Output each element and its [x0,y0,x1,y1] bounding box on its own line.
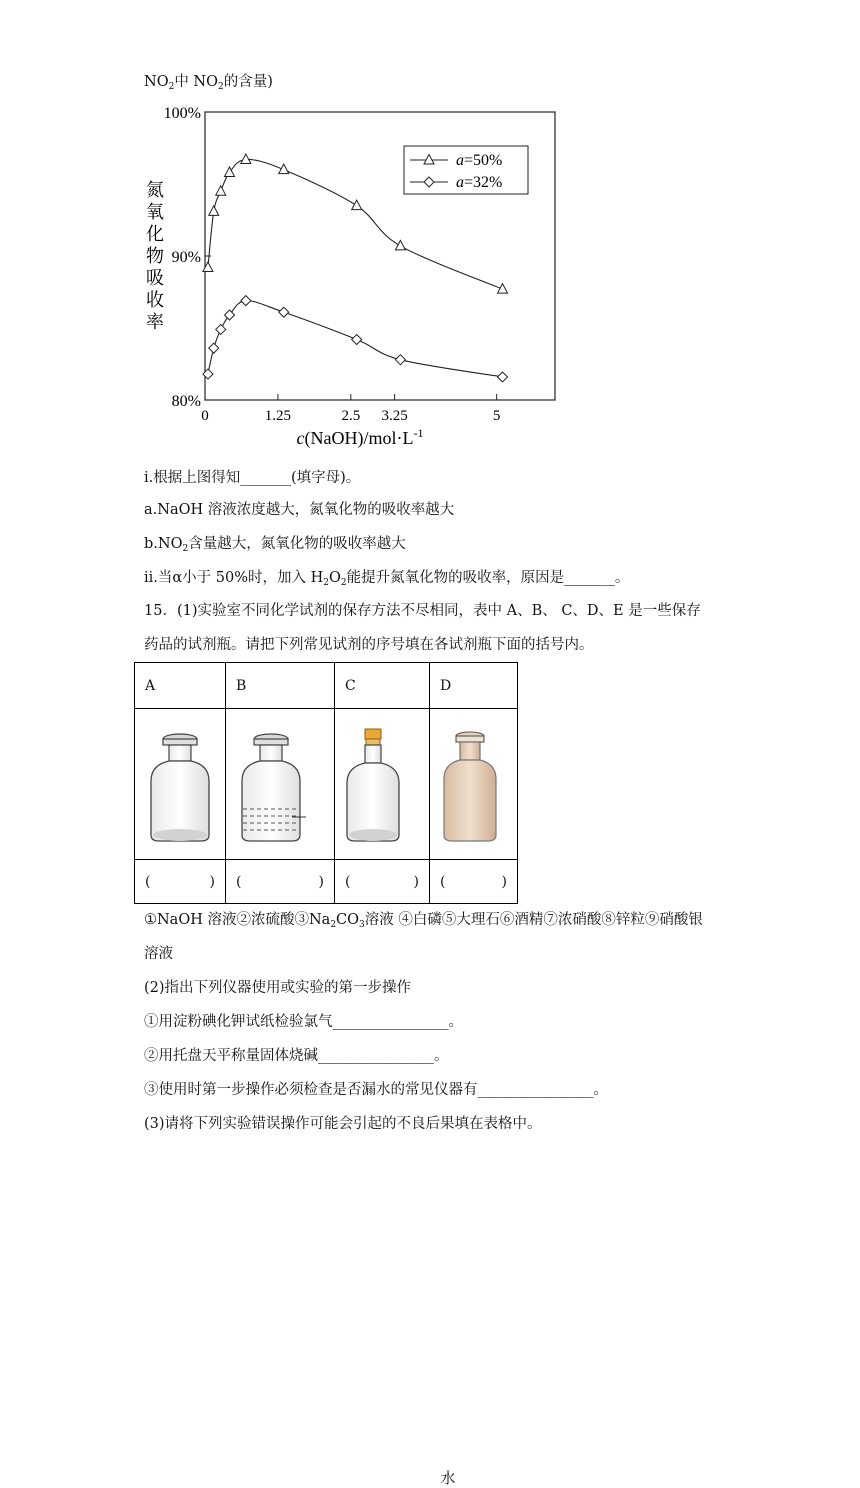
series-2-point [352,335,362,345]
y-axis-label-char: 率 [146,312,164,333]
question-2-3: ③使用时第一步操作必须检查是否漏水的常见仪器有________________。 [144,1082,608,1098]
header-b: B [226,663,335,709]
reagent-list-line-2: 溶液 [144,946,173,962]
question-2-1: ①用淀粉碘化钾试纸检验氯气________________。 [144,1014,463,1030]
answer-d[interactable]: ( ) [430,860,518,904]
answer-a[interactable]: ( ) [135,860,226,904]
series-2-point [395,355,405,365]
x-tick-label: 1.25 [264,408,292,424]
option-b: $b.NO_2$含量越大，氮氧化物的吸收率越大 [144,536,406,554]
series-1-point [279,164,289,174]
question-2-title: (2)指出下列仪器使用或实验的第一步操作 [144,980,412,996]
question-i: i.根据上图得知_______(填字母)。 [144,470,361,486]
reagent-list-line-1: ①NaOH 溶液②浓硫酸$③Na_2CO_3$溶液 ④白磷⑤大理石⑥酒精⑦浓硝酸⑧锌粒⑨硝酸银 [144,912,703,930]
series-1-point [216,186,226,196]
header-c: C [335,663,430,709]
bottle-a-cell [135,709,226,860]
answer-b[interactable]: ( ) [226,860,335,904]
y-tick-label: 80% [171,393,201,410]
absorption-rate-chart [140,100,570,455]
x-tick-label: 0 [201,408,209,424]
y-axis-label-char: 氮 [146,180,164,201]
series-1-point [498,284,508,294]
series-1-point [352,200,362,210]
x-axis-label: $c(NaOH)/mol\cdot L^{-1}$ [296,426,424,448]
bottle-c-cell [335,709,430,860]
ground-glass-bottle-icon [135,709,225,855]
y-axis-label-char: 氧 [146,202,164,223]
x-tick-label: 2.5 [341,408,361,424]
series-2-point [498,372,508,382]
water-label: 水 [440,1468,456,1487]
series-2-point [279,307,289,317]
y-tick-label: 100% [163,105,201,122]
series-1-point [395,240,405,250]
legend-label: a=50% [456,152,503,169]
y-axis-label-char: 物 [146,246,164,267]
series-1-point [241,154,251,164]
header-a: A [135,663,226,709]
legend-label: a=32% [456,174,503,191]
series-2-point [241,296,251,306]
series-1-point [209,206,219,216]
header-d: D [430,663,518,709]
y-tick-label: 90% [171,249,201,266]
x-tick-label: 5 [492,408,501,424]
corked-bottle-icon [335,709,419,855]
y-axis-label-char: 收 [146,290,164,311]
question-2-2: ②用托盘天平称量固体烧碱________________。 [144,1048,449,1064]
water-sealed-bottle-icon [226,709,324,855]
option-a: a.NaOH 溶液浓度越大，氮氧化物的吸收率越大 [144,502,455,518]
series-2-point [225,310,235,320]
y-axis-label-char: 化 [146,224,164,245]
question-3-title: (3)请将下列实验错误操作可能会引起的不良后果填在表格中。 [144,1116,542,1132]
question-15-line-1: 15．(1)实验室不同化学试剂的保存方法不尽相同，表中 A、B、 C、D、E 是一些保存 [144,603,701,619]
x-tick-label: 3.25 [381,408,408,424]
question-continuation-line: $NO_2$中 $NO_2$的含量) [144,74,273,92]
series-2-point [216,324,226,334]
bottle-d-cell [430,709,518,860]
series-2-point [209,343,219,353]
answer-c[interactable]: ( ) [335,860,430,904]
question-ii: ii.当α小于 50%时，加入 $H_2O_2$能提升氮氧化物的吸收率，原因是_______。 [144,570,630,588]
question-15-line-2: 药品的试剂瓶。请把下列常见试剂的序号填在各试剂瓶下面的括号内。 [144,637,594,653]
brown-bottle-icon [430,709,507,855]
y-axis-label-char: 吸 [146,268,164,289]
